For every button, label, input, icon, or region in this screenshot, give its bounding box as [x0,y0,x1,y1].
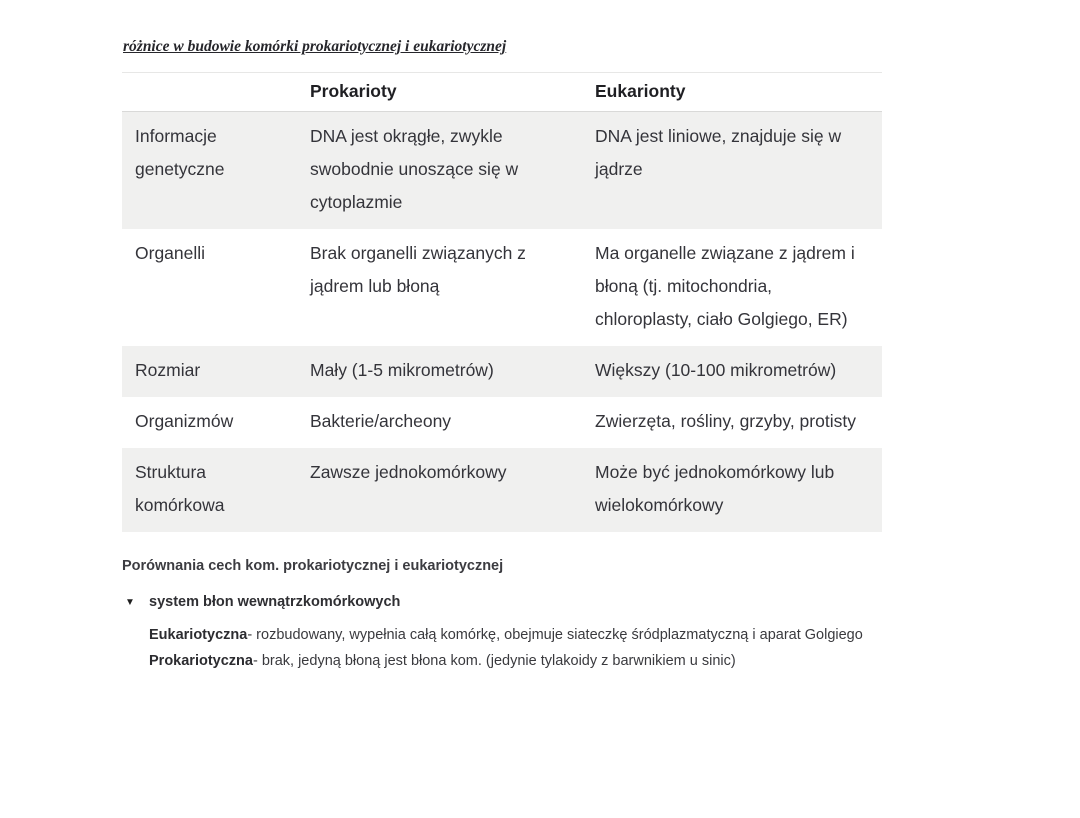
page-title: różnice w budowie komórki prokariotycznej i eukariotycznej [123,38,507,55]
prokarioty-cell: Bakterie/archeony [310,411,452,431]
row-label-cell: Organizmów [135,411,234,431]
table-row [122,397,882,448]
definition-prokariotyczna: - brak, jedyną błoną jest błona kom. (jedynie tylakoidy z barwnikiem u sinic) [252,653,736,669]
prokarioty-cell: Mały (1-5 mikrometrów) [310,360,494,380]
prokarioty-cell: Brak organelli związanych z jądrem lub błoną [310,243,526,296]
row-label-cell: Informacje genetyczne [135,126,225,179]
table-row [122,112,882,229]
row-label-cell: Struktura komórkowa [135,462,225,515]
eukarionty-cell: Ma organelle związane z jądrem i błoną (tj. mitochondria, chloroplasty, ciało Golgiego, ER) [595,243,855,329]
document-page [122,38,892,674]
eukarionty-cell: Większy (10-100 mikrometrów) [595,360,837,380]
prokarioty-cell: DNA jest okrągłe, zwykle swobodnie unoszące się w cytoplazmie [310,126,519,212]
header-empty-cell [122,73,297,111]
table-row [122,346,882,397]
definition-eukariotyczna: - rozbudowany, wypełnia całą komórkę, obejmuje siateczkę śródplazmatyczną i aparat Golgiego [247,627,863,643]
comparison-table [122,72,882,532]
toggle-label: system błon wewnątrzkomórkowych [149,594,401,610]
header-prokarioty: Prokarioty [310,81,397,101]
term-eukariotyczna: Eukariotyczna [149,627,248,643]
table-row [122,229,882,346]
table-row [122,448,882,532]
eukarionty-cell: DNA jest liniowe, znajduje się w jądrze [595,126,842,179]
table-caption: Porównania cech kom. prokariotycznej i eukariotycznej [122,558,504,574]
toggle-item-membrane-system[interactable] [125,594,892,610]
term-prokariotyczna: Prokariotyczna [149,653,253,669]
table-header-row [122,73,882,112]
eukarionty-cell: Zwierzęta, rośliny, grzyby, protisty [595,411,856,431]
toggle-open-icon[interactable]: ▼ [125,596,135,608]
prokarioty-cell: Zawsze jednokomórkowy [310,462,507,482]
row-label-cell: Rozmiar [135,360,201,380]
toggle-content [149,622,891,674]
header-eukarionty: Eukarionty [595,81,686,101]
row-label-cell: Organelli [135,243,206,263]
eukarionty-cell: Może być jednokomórkowy lub wielokomórkowy [595,462,835,515]
